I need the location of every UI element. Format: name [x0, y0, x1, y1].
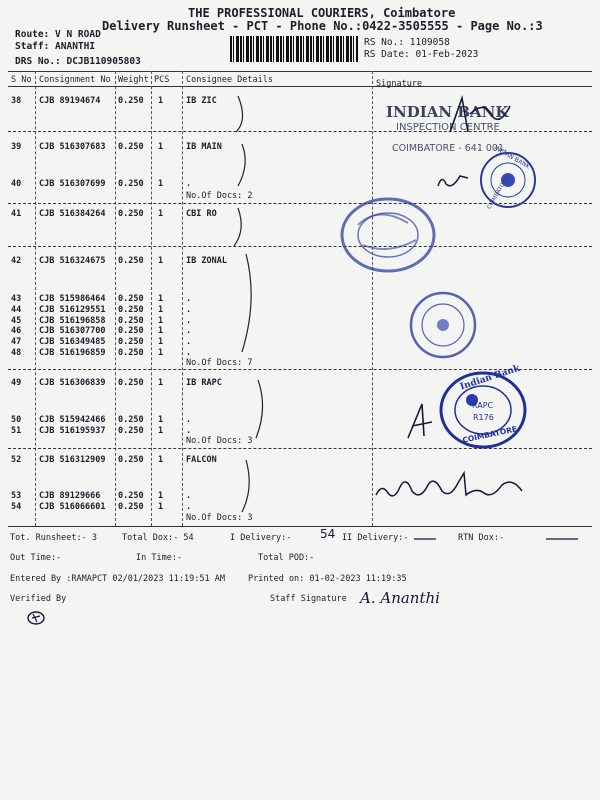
- runsheet-title: Delivery Runsheet - PCT - Phone No.:0422-3505555 - Page No.:3: [102, 19, 543, 33]
- table-row: 53 CJB 89129666 0.250 1 .: [11, 491, 192, 501]
- col-sno: S No: [11, 75, 32, 85]
- rapc-city-text: COIMBATORE: [461, 424, 518, 445]
- company-name: THE PROFESSIONAL COURIERS, Coimbatore: [188, 6, 456, 20]
- table-row: 54 CJB 516066601 0.250 1 .: [11, 502, 192, 512]
- cbi-round-stamp: [338, 195, 438, 275]
- entered-by: Entered By :RAMAPCT 02/01/2023 11:19:51 AM: [10, 574, 225, 584]
- rapc-ring-text: Indian Bank: [458, 363, 522, 393]
- total-dox: Total Dox:- 54: [122, 533, 194, 543]
- printed-on: Printed on: 01-02-2023 11:19:35: [248, 574, 407, 584]
- table-row: 48 CJB 516196859 0.250 1 .: [11, 348, 192, 358]
- route: Route: V N ROAD: [15, 29, 101, 40]
- col-weight: Weight: [118, 75, 149, 85]
- doc-count: No.Of Docs: 3: [186, 513, 253, 523]
- staff-signature-handwritten: A. Ananthi: [360, 589, 440, 607]
- staff-signature-label: Staff Signature: [270, 594, 347, 604]
- doc-count: No.Of Docs: 2: [186, 191, 253, 201]
- table-row: 44 CJB 516129551 0.250 1 .: [11, 305, 192, 315]
- verified-initial-mark: [24, 608, 48, 628]
- main-stamp-ring-text: INDIAN BANK: [492, 144, 531, 171]
- bracket-marks: [228, 90, 288, 520]
- rapc-code-text: R176: [473, 413, 494, 422]
- table-row: 42 CJB 516324675 0.250 1 IB ZONAL: [11, 256, 227, 266]
- blank-dashes: [410, 536, 590, 542]
- table-row: 47 CJB 516349485 0.250 1 .: [11, 337, 192, 347]
- table-row: 52 CJB 516312909 0.250 1 FALCON: [11, 455, 217, 465]
- main-stamp-city: COIMBATORE: [486, 175, 511, 211]
- rs-date: RS Date: 01-Feb-2023: [364, 49, 479, 60]
- table-row: 51 CJB 516195937 0.250 1 .: [11, 426, 192, 436]
- table-row: 43 CJB 515986464 0.250 1 .: [11, 294, 192, 304]
- in-time: In Time:-: [136, 553, 183, 563]
- signature-rapc: [402, 396, 442, 446]
- col-pcs: PCS: [154, 75, 170, 85]
- signature-zic: [440, 92, 520, 142]
- table-row: 40 CJB 516307699 0.250 1 .: [11, 179, 192, 189]
- drs-number: DRS No.: DCJB110905803: [15, 56, 141, 67]
- rapc-mid-text: RAPC: [472, 401, 494, 410]
- table-top-rule: [8, 71, 592, 72]
- staff-name: Staff: ANANTHI: [15, 41, 96, 52]
- out-time: Out Time:-: [10, 553, 62, 563]
- table-row: 49 CJB 516306839 0.250 1 IB RAPC: [11, 378, 222, 388]
- col-consignment: Consignment No: [39, 75, 111, 85]
- table-row: 46 CJB 516307700 0.250 1 .: [11, 326, 192, 336]
- col-signature: Signature: [376, 79, 423, 89]
- doc-count: No.Of Docs: 3: [186, 436, 253, 446]
- zic-stamp-line3: COIMBATORE - 641 001.: [392, 143, 508, 154]
- doc-count: No.Of Docs: 7: [186, 358, 253, 368]
- i-delivery-value: 54: [320, 527, 336, 541]
- table-row: 45 CJB 516196858 0.250 1 .: [11, 316, 192, 326]
- signature-falcon: [372, 465, 532, 505]
- verified-by: Verified By: [10, 594, 67, 604]
- rs-number: RS No.: 1109058: [364, 37, 450, 48]
- table-row: 41 CJB 516384264 0.250 1 CBI RO: [11, 209, 217, 219]
- barcode: [230, 36, 358, 62]
- zic-stamp-line2: INSPECTION CENTRE: [396, 122, 500, 133]
- zic-stamp-line1: INDIAN BANK: [386, 103, 509, 121]
- ib-zonal-stamp: [408, 290, 478, 360]
- table-row: 39 CJB 516307683 0.250 1 IB MAIN: [11, 142, 222, 152]
- total-pod: Total POD:-: [258, 553, 315, 563]
- i-delivery: I Delivery:-: [230, 533, 292, 543]
- signature-main: [434, 168, 474, 193]
- rtn-dox: RTN Dox:-: [458, 533, 505, 543]
- table-row: 50 CJB 515942466 0.250 1 .: [11, 415, 192, 425]
- table-row: 38 CJB 89194674 0.250 1 IB ZIC: [11, 96, 217, 106]
- ii-delivery: II Delivery:-: [342, 533, 409, 543]
- col-consignee: Consignee Details: [186, 75, 273, 85]
- total-runsheet: Tot. Runsheet:- 3: [10, 533, 97, 543]
- table-bottom-rule: [8, 526, 592, 527]
- table-header-rule: [8, 86, 592, 87]
